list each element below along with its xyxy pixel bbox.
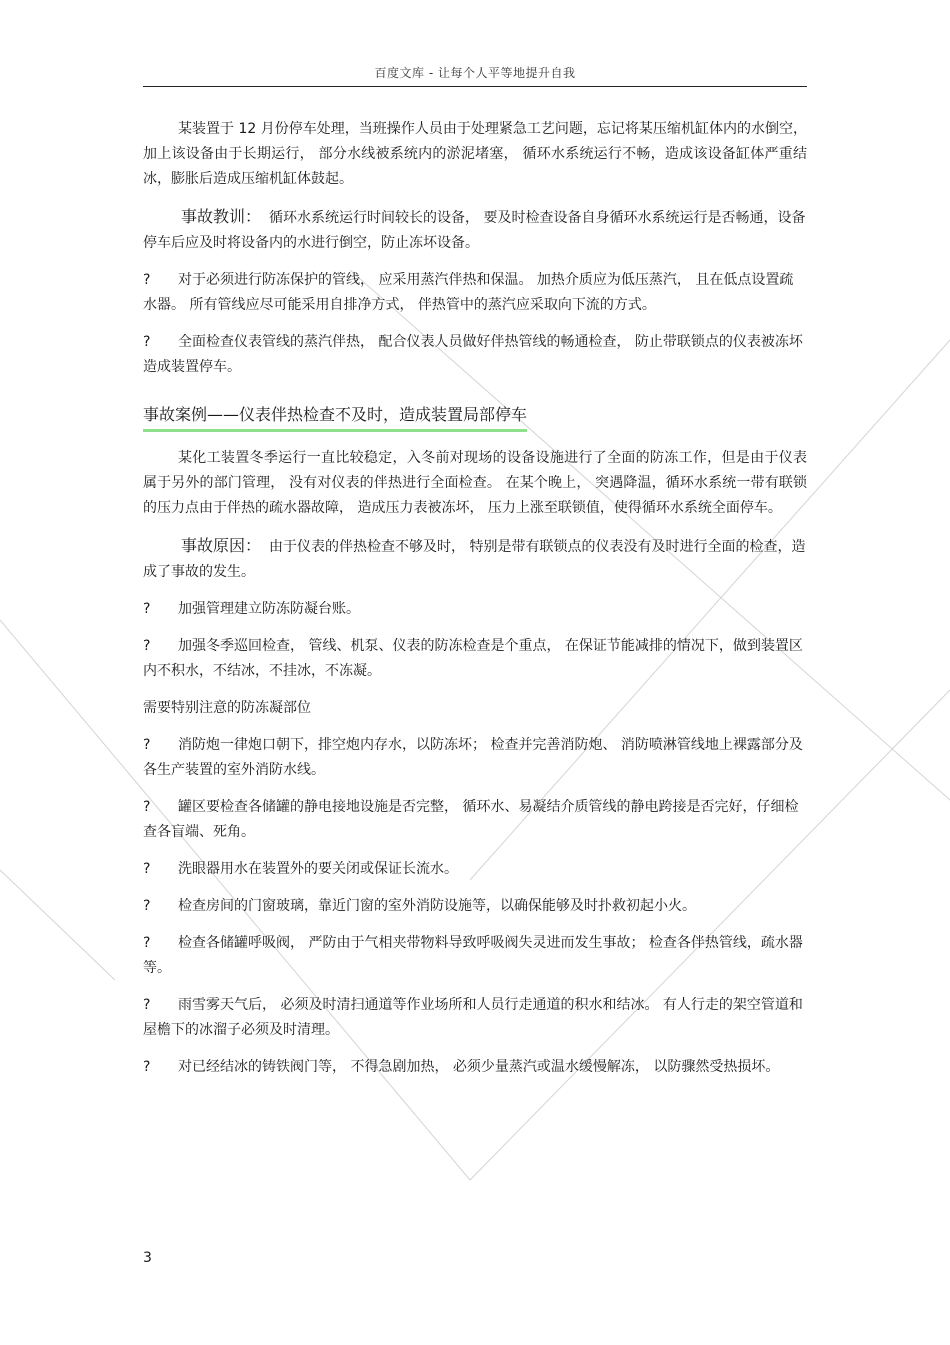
bullet-mark: ?: [143, 935, 151, 951]
cause-text: 由于仪表的伴热检查不够及时， 特别是带有联锁点的仪表没有及时进行全面的检查，造成了事故的发生。: [143, 539, 806, 580]
subheading: 需要特别注意的防冻凝部位: [143, 700, 311, 716]
bullet-text: 罐区要检查各储罐的静电接地设施是否完整， 循环水、易凝结介质管线的静电跨接是否完好，仔细检查各盲端、死角。: [143, 799, 799, 840]
bullet-mark: ?: [143, 861, 151, 877]
bullet-mark: ?: [143, 272, 151, 288]
bullet-text: 检查各储罐呼吸阀， 严防由于气相夹带物料导致呼吸阀失灵进而发生事故； 检查各伴热管线，疏水器等。: [143, 935, 803, 976]
bullet-text: 检查房间的门窗玻璃，靠近门窗的室外消防设施等，以确保能够及时扑救初起小火。: [178, 898, 696, 914]
lesson-paragraph: [143, 204, 807, 256]
list-item: [143, 894, 807, 919]
bullet-text: 全面检查仪表管线的蒸汽伴热， 配合仪表人员做好伴热管线的畅通检查， 防止带联锁点的仪表被冻坏造成装置停车。: [143, 334, 803, 375]
list-item: [143, 993, 807, 1043]
intro-paragraph: 某装置于 12 月份停车处理，当班操作人员由于处理紧急工艺问题，忘记将某压缩机缸体内的水倒空， 加上该设备由于长期运行， 部分水线被系统内的淤泥堵塞， 循环水系统运行不畅，造成该设备缸体严重结冰，膨胀后造成压缩机缸体鼓起。: [143, 121, 807, 187]
list-item: [143, 733, 807, 783]
bullet-mark: ?: [143, 601, 151, 617]
bullet-mark: ?: [143, 334, 151, 350]
cause-paragraph: [143, 533, 807, 585]
list-item: [143, 330, 807, 380]
list-item: [143, 857, 807, 882]
list-item: [143, 268, 807, 318]
list-item: [143, 597, 807, 622]
document-body: [143, 117, 807, 1092]
header-divider: [143, 86, 807, 87]
page-header: 百度文库 - 让每个人平等地提升自我: [374, 66, 576, 80]
bullet-text: 消防炮一律炮口朝下，排空炮内存水，以防冻坏； 检查并完善消防炮、 消防喷淋管线地上裸露部分及各生产装置的室外消防水线。: [143, 737, 803, 778]
lesson-text: 循环水系统运行时间较长的设备， 要及时检查设备自身循环水系统运行是否畅通，设备停车后应及时将设备内的水进行倒空，防止冻坏设备。: [143, 210, 806, 251]
bullet-text: 加强管理建立防冻防凝台账。: [178, 601, 360, 617]
cause-lead: 事故原因：: [181, 536, 262, 555]
lesson-lead: 事故教训：: [181, 207, 262, 226]
bullet-mark: ?: [143, 997, 151, 1013]
bullet-mark: ?: [143, 1059, 151, 1075]
bullet-mark: ?: [143, 898, 151, 914]
section-heading: 事故案例——仪表伴热检查不及时，造成装置局部停车: [143, 402, 527, 432]
list-item: [143, 931, 807, 981]
page-number: 3: [143, 1250, 152, 1266]
bullet-mark: ?: [143, 799, 151, 815]
list-item: [143, 795, 807, 845]
bullet-text: 对已经结冰的铸铁阀门等， 不得急剧加热， 必须少量蒸汽或温水缓慢解冻， 以防骤然受热损坏。: [178, 1059, 780, 1075]
bullet-mark: ?: [143, 737, 151, 753]
bullet-text: 对于必须进行防冻保护的管线， 应采用蒸汽伴热和保温。 加热介质应为低压蒸汽， 且在低点设置疏水器。 所有管线应尽可能采用自排净方式， 伴热管中的蒸汽应采取向下流的方式。: [143, 272, 794, 313]
case-paragraph: 某化工装置冬季运行一直比较稳定，入冬前对现场的设备设施进行了全面的防冻工作，但是由于仪表属于另外的部门管理， 没有对仪表的伴热进行全面检查。 在某个晚上， 突遇降温，循环水系统一带有联锁的压力点由于伴热的疏水器故障， 造成压力表被冻坏， 压力上涨至联锁值，使得循环水系统全面停车。: [143, 450, 807, 516]
bullet-text: 洗眼器用水在装置外的要关闭或保证长流水。: [178, 861, 458, 877]
bullet-text: 雨雪雾天气后， 必须及时清扫通道等作业场所和人员行走通道的积水和结冰。 有人行走的架空管道和屋檐下的冰溜子必须及时清理。: [143, 997, 803, 1038]
bullet-mark: ?: [143, 638, 151, 654]
list-item: [143, 634, 807, 684]
bullet-text: 加强冬季巡回检查， 管线、机泵、仪表的防冻检查是个重点， 在保证节能减排的情况下，做到装置区内不积水，不结冰，不挂冰，不冻凝。: [143, 638, 803, 679]
list-item: [143, 1055, 807, 1080]
